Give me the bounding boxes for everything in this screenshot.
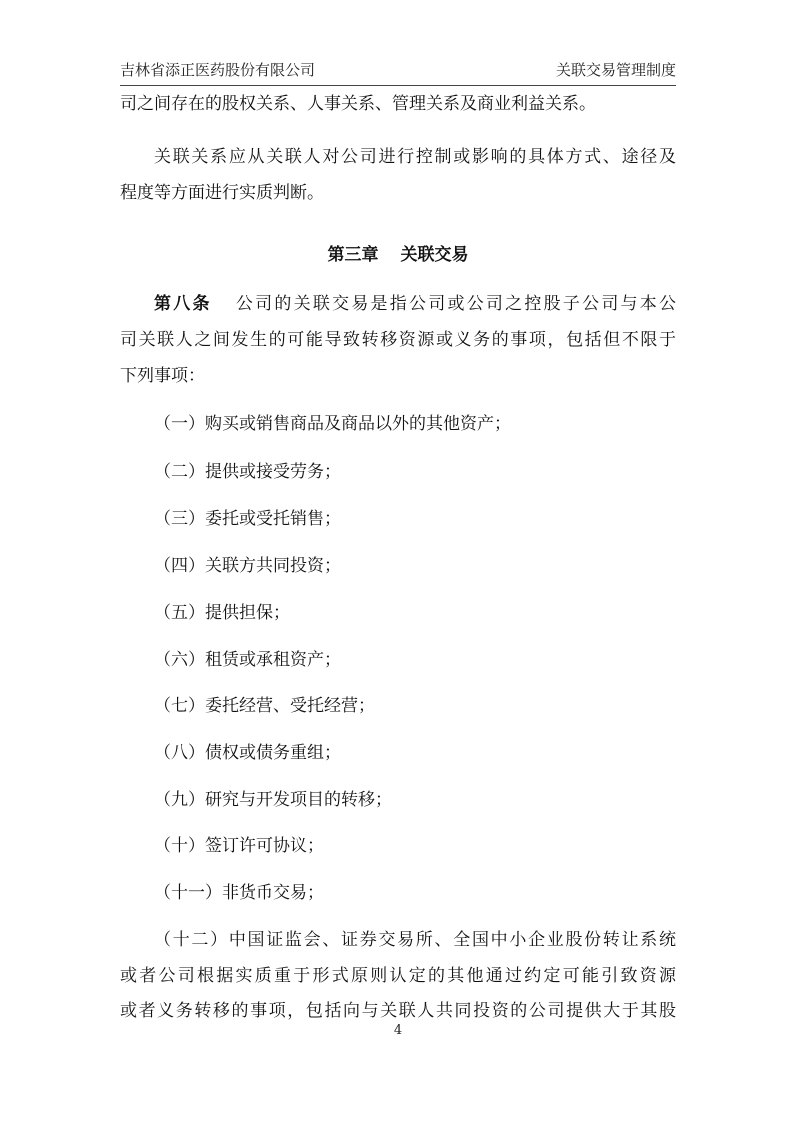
item-12-line-3: 或者义务转移的事项，包括向与关联人共同投资的公司提供大于其股 (120, 1001, 676, 1021)
header-divider (120, 85, 676, 86)
chapter-heading (120, 243, 676, 267)
list-item: （二）提供或接受劳务； (154, 462, 341, 482)
header-document-title: 关联交易管理制度 (555, 61, 676, 79)
paragraph-judgment-line-2: 程度等方面进行实质判断。 (120, 183, 324, 203)
header-company-name: 吉林省添正医药股份有限公司 (120, 61, 316, 79)
article-8-line-1 (154, 292, 676, 316)
list-item: （六）租赁或承租资产； (154, 650, 341, 670)
page-header (120, 59, 676, 83)
item-12-line-1: （十二）中国证监会、证券交易所、全国中小企业股份转让系统 (154, 930, 676, 950)
list-item: （四）关联方共同投资； (154, 556, 341, 576)
page-number: 4 (393, 1023, 403, 1038)
list-item: （五）提供担保； (154, 603, 290, 623)
list-item: （八）债权或债务重组； (154, 743, 341, 763)
list-item: （七）委托经营、受托经营； (154, 696, 375, 716)
article-8-line-3: 下列事项： (120, 366, 205, 386)
chapter-number: 第三章 (327, 245, 379, 265)
item-12-line-2: 或者公司根据实质重于形式原则认定的其他通过约定可能引致资源 (120, 966, 676, 986)
list-item: （十一）非货币交易； (154, 883, 324, 903)
list-item: （九）研究与开发项目的转移； (154, 790, 392, 810)
continuation-line: 司之间存在的股权关系、人事关系、管理关系及商业利益关系。 (120, 94, 596, 114)
article-8-label: 第八条 (154, 294, 212, 314)
paragraph-judgment-line-1: 关联关系应从关联人对公司进行控制或影响的具体方式、途径及 (154, 147, 676, 167)
list-item: （十）签订许可协议； (154, 836, 324, 856)
article-8-line-2: 司关联人之间发生的可能导致转移资源或义务的事项，包括但不限于 (120, 330, 676, 350)
list-item: （三）委托或受托销售； (154, 509, 341, 529)
list-item: （一）购买或销售商品及商品以外的其他资产； (154, 414, 511, 434)
chapter-title: 关联交易 (400, 245, 469, 265)
article-8-text: 公司的关联交易是指公司或公司之控股子公司与本公 (233, 294, 677, 314)
